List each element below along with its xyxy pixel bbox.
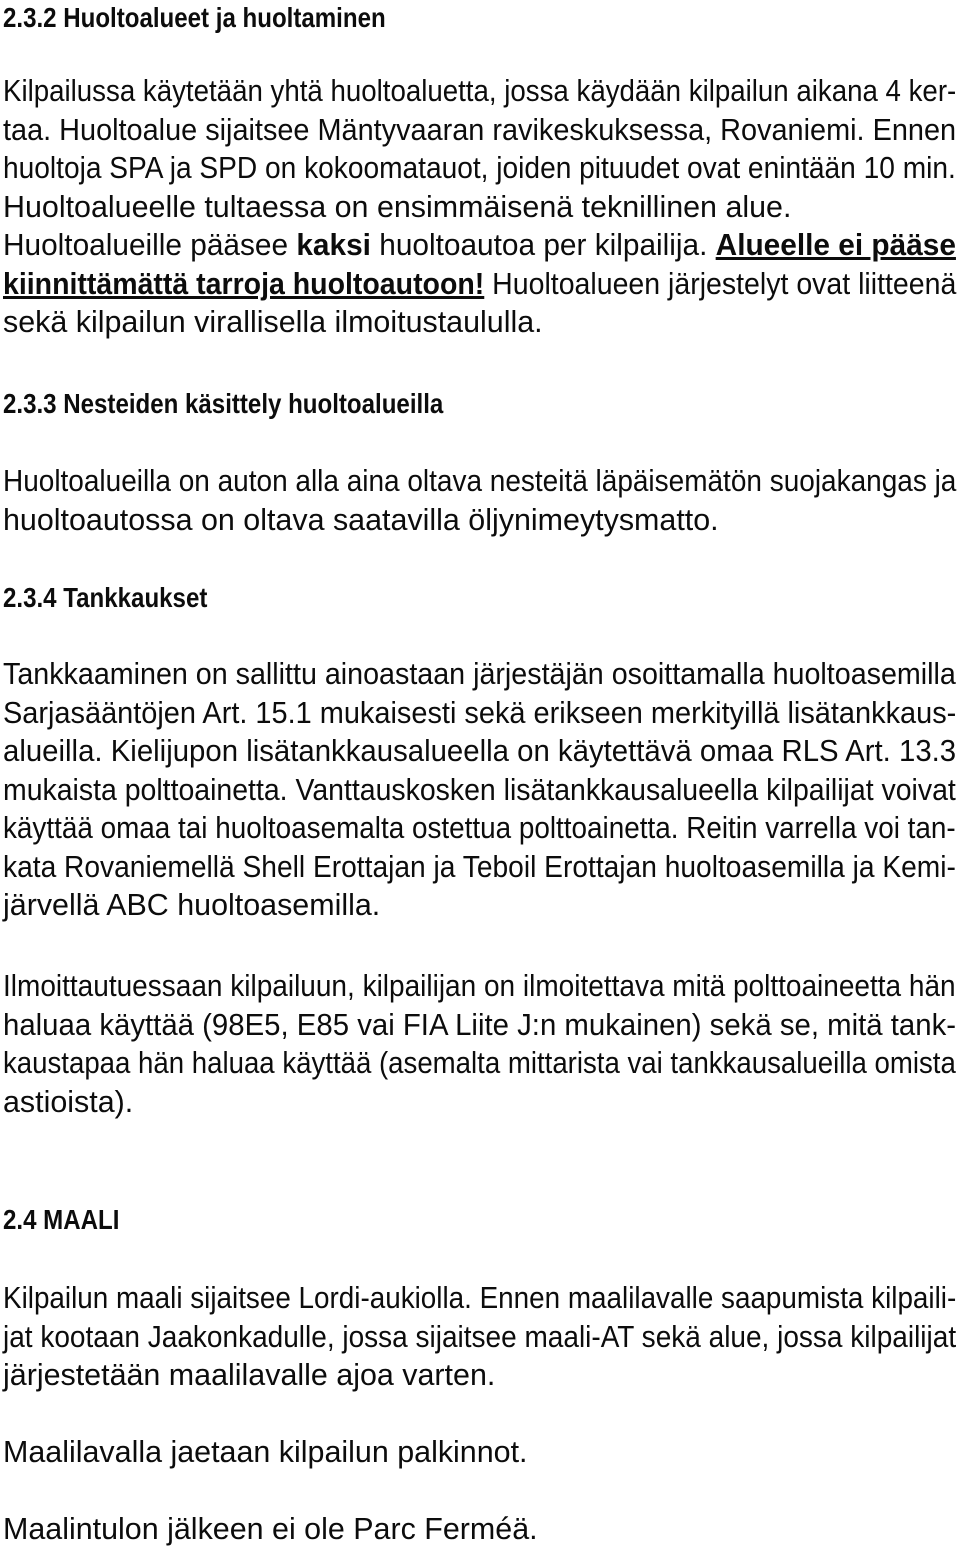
warning-text: Alueelle ei pääse [715,228,956,262]
text-line: Kilpailun maali sijaitsee Lordi-aukiolla. Ennen maalilavalle saapumista kilpaili- [3,1281,957,1315]
text-line [3,265,957,304]
text-line: Tankkaaminen on sallittu ainoastaan järjestäjän osoittamalla huoltoasemilla [3,657,956,691]
text-line: astioista). [3,1084,134,1119]
heading-2-3-2: 2.3.2 Huoltoalueet ja huoltaminen [3,2,386,33]
text-run: huoltoautoa per kilpailija. [370,228,716,262]
paragraph-nesteet [3,462,958,539]
text-line: huoltoja SPA ja SPD on kokoomatauot, joiden pituudet ovat enintään 10 min. [3,151,956,185]
emphasis-kaksi: kaksi [296,228,371,262]
heading-2-4: 2.4 MAALI [3,1204,120,1235]
text-line: Sarjasääntöjen Art. 15.1 mukaisesti sekä erikseen merkityillä lisätankkaus- [3,695,957,730]
text-line: alueilla. Kielijupon lisätankkausalueella on käytettävä omaa RLS Art. 13.3 [3,734,957,768]
text-line: Maalintulon jälkeen ei ole Parc Ferméä. [3,1512,538,1546]
text-line: Kilpailussa käytetään yhtä huoltoaluetta, jossa käydään kilpailun aikana 4 ker- [3,74,957,108]
heading-2-3-4: 2.3.4 Tankkaukset [3,582,208,613]
paragraph-polttoaine-ilmoitus [3,967,958,1121]
text-line: järvellä ABC huoltoasemilla. [3,888,381,922]
paragraph-huoltoalueet [3,72,958,342]
text-run: Huoltoalueen järjestelyt ovat liitteenä [484,266,957,301]
text-line: kata Rovaniemellä Shell Erottajan ja Teboil Erottajan huoltoasemilla ja Kemi- [3,849,956,884]
warning-text: kiinnittämättä tarroja huoltoautoon! [3,266,485,301]
text-line: Ilmoittautuessaan kilpailuun, kilpailijan on ilmoitettava mitä polttoaineetta hän [3,969,956,1003]
text-line: haluaa käyttää (98E5, E85 vai FIA Liite J:n mukainen) sekä se, mitä tank- [3,1007,957,1042]
text-line: jat kootaan Jaakonkadulle, jossa sijaitsee maali-AT sekä alue, jossa kilpailijat [3,1319,957,1354]
text-line: Huoltoalueelle tultaessa on ensimmäisenä teknillinen alue. [3,189,792,224]
paragraph-parc-ferme [3,1510,958,1549]
text-line: sekä kilpailun virallisella ilmoitustaululla. [3,305,543,339]
text-line: käyttää omaa tai huoltoasemalta ostettua polttoainetta. Reitin varrella voi tan- [3,811,956,845]
text-line: kaustapaa hän haluaa käyttää (asemalta mittarista vai tankkausalueilla omista [3,1046,956,1080]
paragraph-palkinnot [3,1433,958,1472]
text-line: huoltoautossa on oltava saatavilla öljynimeytysmatto. [3,502,719,537]
paragraph-tankkaukset [3,655,958,925]
heading-2-3-3: 2.3.3 Nesteiden käsittely huoltoalueilla [3,388,444,419]
text-line: järjestetään maalilavalle ajoa varten. [3,1358,496,1392]
paragraph-maali [3,1279,958,1395]
text-line: Maalilavalla jaetaan kilpailun palkinnot. [3,1435,528,1469]
text-line [3,226,956,265]
text-run: Huoltoalueille pääsee [3,228,297,262]
text-line: mukaista polttoainetta. Vanttauskosken lisätankkausalueella kilpailijat voivat [3,772,956,807]
text-line: Huoltoalueilla on auton alla aina oltava nesteitä läpäisemätön suojakangas ja [3,464,957,498]
text-line: taa. Huoltoalue sijaitsee Mäntyvaaran ravikeskuksessa, Rovaniemi. Ennen [3,112,957,147]
